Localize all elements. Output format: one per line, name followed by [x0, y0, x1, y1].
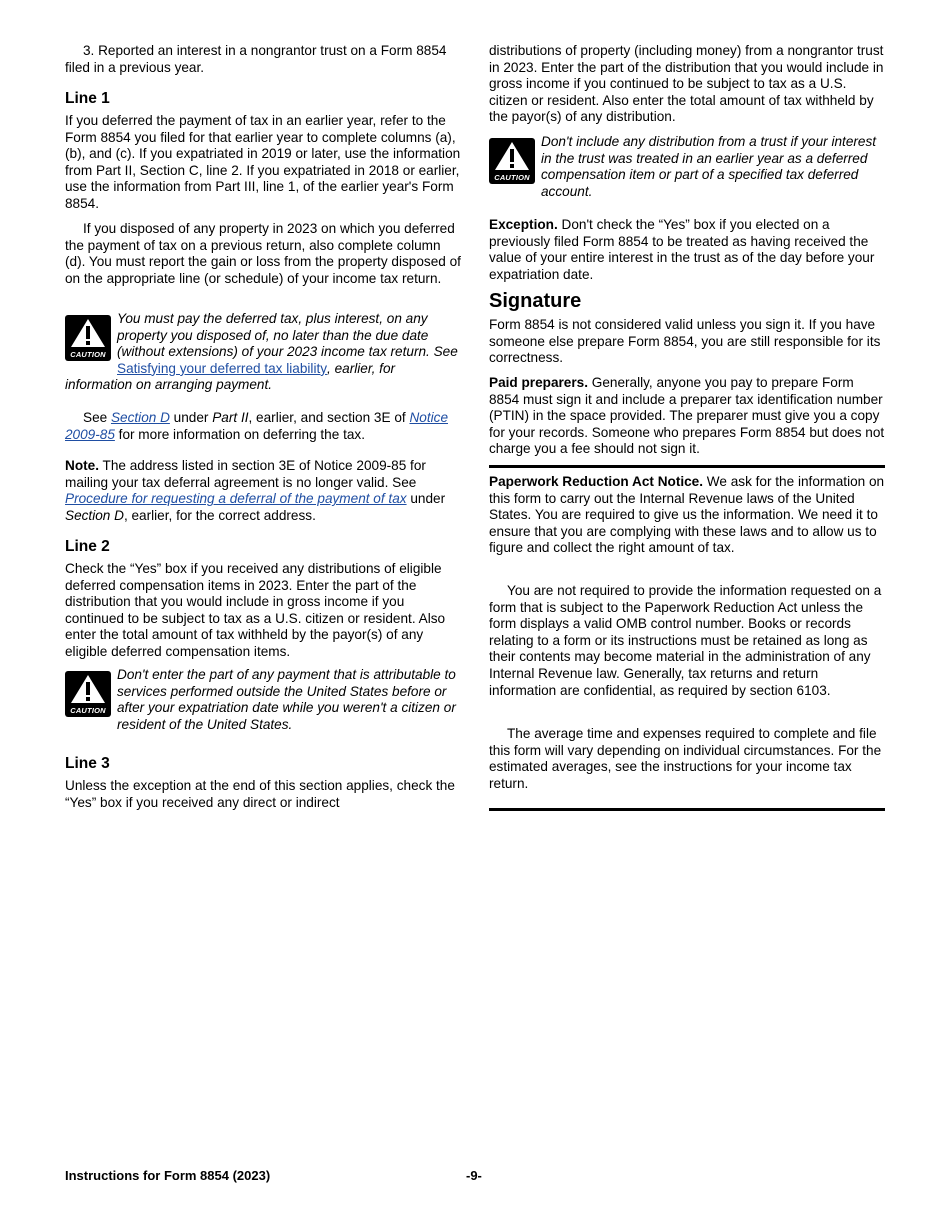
line1-heading: Line 1 — [65, 90, 110, 107]
link-satisfying-deferred-tax-liability[interactable]: Satisfying your deferred tax liability — [117, 360, 328, 376]
note-paragraph: Note. The address listed in section 3E of Notice 2009-85 for mailing your tax deferral agreement is no longer valid. See Procedure for requesting a deferral of the payment of tax under Section D, earlier, for the correct address. — [65, 458, 446, 523]
line1-paragraph: If you deferred the payment of tax in an earlier year, refer to the Form 8854 you filed for that earlier year to complete columns (a), (b), and (c). If you expatriated in 2019 or later, use the information from Part II, Section C, line 2. If you expatriated in 2018 or earlier, use the information from Part III, line 1, of the earlier year's Form 8854. — [65, 113, 461, 211]
caution-icon: CAUTION — [489, 138, 535, 184]
paperwork-reduction-paragraph: Paperwork Reduction Act Notice. We ask for the information on this form to carry out the Internal Revenue laws of the United States. You are required to give us the information. We need it to ensure that you are complying with these laws and to allow us to figure and collect the right amount of tax. — [489, 474, 885, 556]
paid-preparers-paragraph: Paid preparers. Generally, anyone you pay to prepare Form 8854 must sign it and include a preparer tax identification number (PTIN) in the space provided. The preparer must give you a copy for your records. Someone who prepares Form 8854 but does not charge you a fee should not sign it. — [489, 375, 885, 457]
section-divider — [489, 465, 885, 468]
line3-paragraph: Unless the exception at the end of this section applies, check the “Yes” box if you received any direct or indirect — [65, 778, 455, 810]
exception-paragraph: Exception. Don't check the “Yes” box if you elected on a previously filed Form 8854 to be treated as having received the value of your entire interest in the trust as of the day before your expatriation date. — [489, 217, 875, 282]
see-section-paragraph: See Section D under Part II, earlier, and section 3E of Notice 2009-85 for more information on deferring the tax. — [65, 410, 448, 442]
line3-continued-paragraph: distributions of property (including money) from a nongrantor trust in 2023. Enter the part of the distribution that you would include in gross income if you continued to be subject to tax as a U.S. citizen or resident. Also enter the total amount of tax withheld by the payor(s) of any distribution. — [489, 43, 884, 125]
line3-heading: Line 3 — [65, 755, 110, 772]
paperwork-reduction-paragraph-2: You are not required to provide the information requested on a form that is subject to the Paperwork Reduction Act unless the form displays a valid OMB control number. Books or records relating to a form or its instructions must be retained as long as their contents may become material in the administration of any Internal Revenue law. Generally, tax returns and return information are confidential, as required by section 6103. — [489, 583, 882, 698]
line2-heading: Line 2 — [65, 538, 110, 555]
caution-note-1: CAUTION You must pay the deferred tax, plus interest, on any property you disposed of, no later than the due date (without extensions) of your 2023 income tax return. See Satisfying your deferred tax liability, earlier, for information on arranging payment. — [65, 311, 458, 393]
end-divider — [489, 808, 885, 811]
signature-paragraph: Form 8854 is not considered valid unless you sign it. If you have someone else prepare Form 8854, you are still responsible for its correctness. — [489, 317, 881, 366]
paperwork-reduction-paragraph-3: The average time and expenses required to complete and file this form will vary depending on individual circumstances. For the estimated averages, see the instructions for your income tax return. — [489, 726, 882, 791]
signature-heading: Signature — [489, 290, 582, 312]
caution-note-2: CAUTION Don't enter the part of any payment that is attributable to services performed outside the United States before or after your expatriation date while you weren't a citizen or resident of the United States. — [65, 667, 463, 733]
line1-paragraph-2: If you disposed of any property in 2023 on which you deferred the payment of tax on a previous return, also complete column (d). You must report the gain or loss from the property disposed of on the appropriate line (or schedule) of your income tax return. — [65, 221, 461, 286]
list-item-3: 3. Reported an interest in a nongrantor trust on a Form 8854 filed in a previous year. — [65, 43, 447, 75]
footer-title: Instructions for Form 8854 (2023) — [65, 1168, 271, 1183]
link-section-d[interactable]: Section D — [110, 410, 170, 425]
caution-note-3: CAUTION Don't include any distribution from a trust if your interest in the trust was treated in an earlier year as a deferred compensation item or part of a specified tax deferred account. — [489, 134, 887, 200]
caution-icon: CAUTION — [65, 671, 111, 717]
page-number: -9- — [466, 1168, 482, 1183]
link-notice-2009-85[interactable]: Notice 2009-85 — [65, 410, 448, 442]
link-procedure-deferral[interactable]: Procedure for requesting a deferral of the payment of tax — [65, 491, 407, 507]
line2-paragraph: Check the “Yes” box if you received any distributions of eligible deferred compensation items in 2023. Enter the part of the distribution that you would include in gross income if you continued to be subject to tax as a U.S. citizen or resident. Also enter the total amount of tax withheld by the payor(s) of any eligible deferred compensation items. — [65, 561, 446, 659]
caution-icon: CAUTION — [65, 315, 111, 361]
